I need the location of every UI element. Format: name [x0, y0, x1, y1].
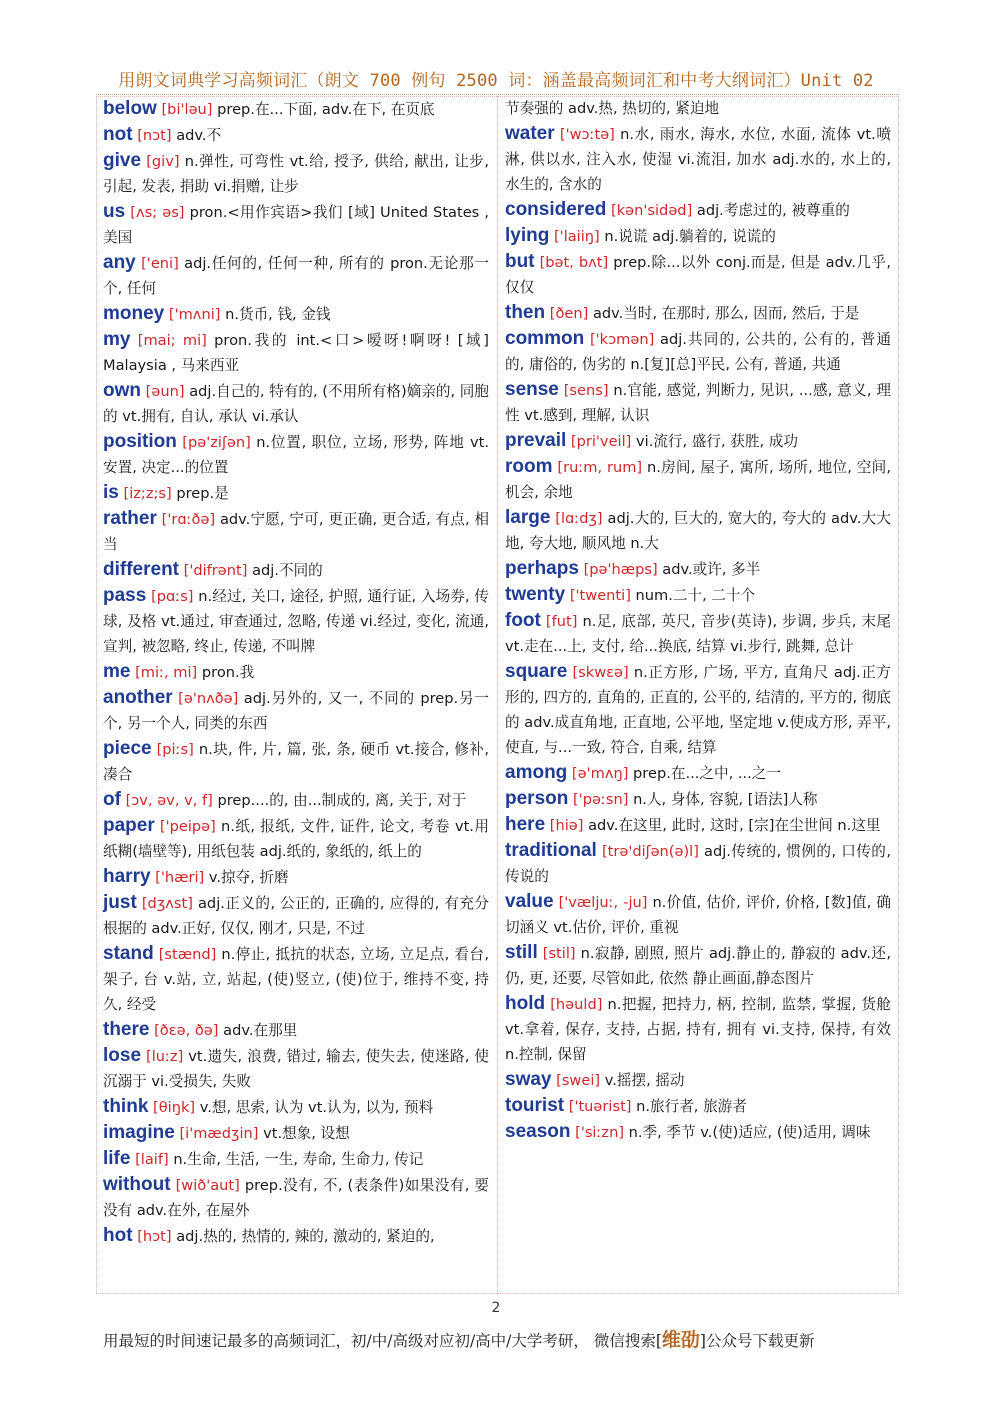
- entry-phonetic: [skwɛə]: [572, 664, 629, 681]
- vocab-entry: [103, 557, 489, 583]
- entry-definition: pron.我的 int.<口>嗳呀!啊呀! [域] Malaysia , 马来西亚: [103, 332, 489, 374]
- entry-definition: adj.考虑过的, 被尊重的: [696, 202, 850, 219]
- entry-definition: vi.流行, 盛行, 获胜, 成功: [636, 433, 798, 450]
- entry-definition: adj.大的, 巨大的, 宽大的, 夸大的 adv.大大地, 夸大地, 顺风地 n.大: [505, 510, 892, 552]
- vocab-entry: [505, 940, 891, 991]
- entry-phonetic: [bət, bʌt]: [539, 254, 609, 271]
- entry-word: water: [505, 123, 555, 144]
- entry-phonetic: ['mʌni]: [168, 306, 221, 323]
- entry-definition: prep.在...之中, ...之一: [633, 765, 781, 782]
- entry-phonetic: ['wɔːtə]: [559, 126, 615, 143]
- entry-word: still: [505, 942, 538, 963]
- vocab-entry: [505, 1093, 891, 1119]
- entry-phonetic: [stil]: [542, 945, 576, 962]
- entry-phonetic: [wið'aut]: [175, 1177, 240, 1194]
- entry-phonetic: [stænd]: [158, 946, 217, 963]
- entry-definition: adj.任何的, 任何一种, 所有的 pron.无论那一个, 任何: [103, 255, 490, 297]
- entry-word: large: [505, 507, 551, 528]
- entry-phonetic: [trə'diʃən(ə)l]: [601, 843, 699, 860]
- entry-phonetic: [mai; mi]: [137, 332, 207, 349]
- entry-definition: pron.<用作宾语>我们 [域] United States , 美国: [103, 204, 490, 246]
- entry-phonetic: [ɔv, əv, v, f]: [125, 792, 213, 809]
- entry-phonetic: ['hæri]: [155, 869, 205, 886]
- entry-definition: n.把握, 把持力, 柄, 控制, 监禁, 掌握, 货舱 vt.拿着, 保存, 支持, 占据, 持有, 拥有 vi.支持, 保持, 有效 n.控制, 保留: [505, 996, 892, 1063]
- entry-phonetic: [θiŋk]: [153, 1099, 196, 1116]
- vocab-entry: [505, 326, 891, 377]
- vocab-entry: [103, 864, 489, 890]
- vocab-entry: [505, 786, 891, 812]
- entry-word: give: [103, 150, 142, 171]
- vocab-entry: [505, 1119, 891, 1145]
- entry-definition: pron.我: [201, 664, 255, 681]
- vocab-entry: [103, 1094, 489, 1120]
- vocab-entry: [505, 249, 891, 300]
- entry-word: hold: [505, 993, 546, 1014]
- entry-phonetic: ['twenti]: [569, 587, 631, 604]
- entry-phonetic: [ə'nʌðə]: [178, 690, 239, 707]
- vocab-entry: [103, 327, 489, 378]
- vocab-entry: [103, 122, 489, 148]
- vocab-entry: [103, 787, 489, 813]
- vocab-entry: [505, 300, 891, 326]
- entry-word: piece: [103, 738, 152, 759]
- entry-phonetic: [ʌs; əs]: [130, 204, 185, 221]
- entry-word: another: [103, 687, 173, 708]
- entry-phonetic: [həuld]: [550, 996, 603, 1013]
- vocab-entry: [103, 199, 489, 250]
- entry-word: foot: [505, 610, 541, 631]
- entry-word: sway: [505, 1069, 552, 1090]
- entry-definition: adj.正义的, 公正的, 正确的, 应得的, 有充分根据的 adv.正好, 仅仅, 刚才, 只是, 不过: [103, 895, 490, 937]
- entry-definition: adj.另外的, 又一, 不同的 prep.另一个, 另一个人, 同类的东西: [103, 690, 489, 732]
- entry-definition: n.房间, 屋子, 寓所, 场所, 地位, 空间, 机会, 余地: [505, 459, 892, 501]
- entry-word: perhaps: [505, 558, 579, 579]
- entry-phonetic: [luːz]: [146, 1048, 184, 1065]
- entry-definition: v.摇摆, 摇动: [604, 1072, 685, 1089]
- vocab-entry: [505, 197, 891, 223]
- entry-word: money: [103, 303, 165, 324]
- vocab-entry: [103, 1043, 489, 1094]
- entry-word: common: [505, 328, 585, 349]
- right-column: [505, 96, 891, 1145]
- entry-word: square: [505, 661, 568, 682]
- entry-word: traditional: [505, 840, 597, 861]
- entry-word: is: [103, 482, 119, 503]
- entry-phonetic: ['kɔmən]: [589, 331, 655, 348]
- entry-phonetic: ['peipə]: [159, 818, 216, 835]
- entry-definition: n.官能, 感觉, 判断力, 见识, ...感, 意义, 理性 vt.感到, 理解, 认识: [505, 382, 891, 424]
- vocab-entry: [505, 812, 891, 838]
- entry-definition: adv.在这里, 此时, 这时, [宗]在尘世间 n.这里: [588, 817, 881, 834]
- entry-word: any: [103, 252, 136, 273]
- vocab-entry: [103, 685, 489, 736]
- entry-phonetic: [giv]: [146, 153, 180, 170]
- entry-word: of: [103, 789, 121, 810]
- entry-word: without: [103, 1174, 171, 1195]
- vocab-entry: [505, 760, 891, 786]
- entry-word: me: [103, 661, 131, 682]
- vocab-entry: [103, 506, 489, 557]
- entry-definition: adj.自己的, 特有的, (不用所有格)嫡亲的, 同胞的 vt.拥有, 自认, 承认 vi.承认: [103, 383, 490, 425]
- entry-word: person: [505, 788, 569, 809]
- vocab-entry: [103, 813, 489, 864]
- entry-definition: adv.在那里: [223, 1022, 298, 1039]
- vocab-entry: [505, 428, 891, 454]
- entry-phonetic: [pɑːs]: [151, 588, 194, 605]
- entry-phonetic: [əun]: [145, 383, 185, 400]
- entry-definition: 节奏强的 adv.热, 热切的, 紧迫地: [505, 100, 720, 117]
- entry-definition: n.弹性, 可弯性 vt.给, 授予, 供给, 献出, 让步, 引起, 发表, 捐助 vi.捐赠, 让步: [103, 153, 490, 195]
- entry-definition: n.季, 季节 v.(使)适应, (使)适用, 调味: [628, 1124, 871, 1141]
- entry-definition: n.寂静, 剧照, 照片 adj.静止的, 静寂的 adv.还, 仍, 更, 还要, 尽管如此, 依然 静止画面,静态图片: [505, 945, 892, 987]
- entry-word: prevail: [505, 430, 567, 451]
- vocab-entry: [103, 480, 489, 506]
- entry-definition: vt.遗失, 浪费, 错过, 输去, 使失去, 使迷路, 使沉溺于 vi.受损失, 失败: [103, 1048, 490, 1090]
- entry-definition: num.二十, 二十个: [635, 587, 756, 604]
- entry-definition: prep.在...下面, adv.在下, 在页底: [217, 101, 435, 118]
- footer-text: 用最短的时间速记最多的高频词汇，初/中/高级对应初/高中/大学考研， 微信搜索[: [103, 1332, 662, 1350]
- entry-definition: n.价值, 估价, 评价, 价格, [数]值, 确切涵义 vt.估价, 评价, 重视: [505, 894, 891, 936]
- vocab-entry: [505, 505, 891, 556]
- entry-phonetic: [nɔt]: [137, 127, 172, 144]
- vocab-entry: [103, 583, 489, 659]
- vocab-entry: [505, 454, 891, 505]
- entry-definition: adj.共同的, 公共的, 公有的, 普通的, 庸俗的, 伪劣的 n.[复][总]平民, 公有, 普通, 共通: [505, 331, 891, 373]
- entry-word: my: [103, 329, 131, 350]
- vocab-entry: [505, 991, 891, 1067]
- entry-definition: prep.没有, 不, (表条件)如果没有, 要没有 adv.在外, 在屋外: [103, 1177, 490, 1219]
- entry-word: think: [103, 1096, 149, 1117]
- vocab-entry: [103, 736, 489, 787]
- entry-phonetic: [bi'ləu]: [161, 101, 213, 118]
- entry-word: harry: [103, 866, 151, 887]
- entry-word: just: [103, 892, 137, 913]
- entry-word: lying: [505, 225, 550, 246]
- entry-definition: n.位置, 职位, 立场, 形势, 阵地 vt.安置, 决定...的位置: [103, 434, 489, 476]
- entry-phonetic: [piːs]: [156, 741, 194, 758]
- entry-phonetic: ['tuərist]: [568, 1098, 632, 1115]
- entry-definition: n.生命, 生活, 一生, 寿命, 生命力, 传记: [173, 1151, 424, 1168]
- entry-phonetic: [dʒʌst]: [141, 895, 193, 912]
- entry-phonetic: ['laiiŋ]: [553, 228, 600, 245]
- entry-definition: n.旅行者, 旅游者: [636, 1098, 747, 1115]
- entry-word: different: [103, 559, 179, 580]
- entry-phonetic: [fut]: [545, 613, 578, 630]
- vocab-entry: [505, 121, 891, 197]
- entry-word: tourist: [505, 1095, 565, 1116]
- vocab-entry: [505, 96, 891, 121]
- vocab-entry: [505, 659, 891, 760]
- entry-word: among: [505, 762, 568, 783]
- entry-phonetic: ['rɑːðə]: [161, 511, 216, 528]
- entry-phonetic: [pə'ziʃən]: [182, 434, 251, 451]
- entry-phonetic: ['væljuː, -ju]: [558, 894, 648, 911]
- entry-definition: adv.不: [176, 127, 222, 144]
- entry-phonetic: [hɔt]: [137, 1228, 172, 1245]
- vocab-entry: [103, 1172, 489, 1223]
- entry-definition: prep.是: [176, 485, 229, 502]
- entry-word: not: [103, 124, 133, 145]
- entry-phonetic: [laif]: [135, 1151, 169, 1168]
- entry-phonetic: [pri'veil]: [570, 433, 632, 450]
- entry-phonetic: [ðɛə, ðə]: [154, 1022, 219, 1039]
- entry-word: considered: [505, 199, 607, 220]
- vocab-entry: [505, 608, 891, 659]
- entry-word: here: [505, 814, 546, 835]
- vocab-entry: [505, 1067, 891, 1093]
- vocab-entry: [103, 1120, 489, 1146]
- vocab-entry: [103, 301, 489, 327]
- entry-definition: adj.热的, 热情的, 辣的, 激动的, 紧迫的,: [176, 1228, 435, 1245]
- entry-word: stand: [103, 943, 154, 964]
- entry-word: twenty: [505, 584, 566, 605]
- vocab-entry: [505, 889, 891, 940]
- vocab-entry: [103, 890, 489, 941]
- entry-word: hot: [103, 1225, 133, 1246]
- entry-definition: n.块, 件, 片, 篇, 张, 条, 硬币 vt.接合, 修补, 凑合: [103, 741, 489, 783]
- header-divider: [96, 94, 899, 95]
- entry-phonetic: [ðen]: [549, 305, 589, 322]
- entry-phonetic: ['eni]: [141, 255, 179, 272]
- entry-phonetic: [lɑːdʒ]: [555, 510, 603, 527]
- vocab-entry: [103, 250, 489, 301]
- entry-definition: n.人, 身体, 容貌, [语法]人称: [633, 791, 818, 808]
- entry-definition: v.想, 思索, 认为 vt.认为, 以为, 预料: [199, 1099, 434, 1116]
- entry-phonetic: [kən'sidəd]: [611, 202, 693, 219]
- entry-definition: adv.当时, 在那时, 那么, 因而, 然后, 于是: [592, 305, 860, 322]
- entry-definition: vt.想象, 设想: [263, 1125, 350, 1142]
- entry-definition: n.停止, 抵抗的状态, 立场, 立足点, 看台, 架子, 台 v.站, 立, 站起, (使)竖立, (使)位于, 维持不变, 持久, 经受: [103, 946, 490, 1013]
- entry-word: pass: [103, 585, 147, 606]
- entry-phonetic: [swei]: [556, 1072, 601, 1089]
- footer-brand: 维劭: [661, 1329, 700, 1351]
- entry-definition: adj.不同的: [252, 562, 323, 579]
- page-number: 2: [491, 1300, 501, 1316]
- entry-word: sense: [505, 379, 559, 400]
- vocab-entry: [103, 1146, 489, 1172]
- vocab-entry: [505, 556, 891, 582]
- entry-phonetic: [i'mædʒin]: [179, 1125, 259, 1142]
- vocab-entry: [103, 429, 489, 480]
- entry-word: there: [103, 1019, 150, 1040]
- entry-word: own: [103, 380, 141, 401]
- entry-definition: n.货币, 钱, 金钱: [225, 306, 331, 323]
- vocab-entry: [103, 659, 489, 685]
- entry-definition: prep....的, 由...制成的, 离, 关于, 对于: [217, 792, 467, 809]
- vocab-entry: [505, 838, 891, 889]
- entry-phonetic: ['siːzn]: [575, 1124, 625, 1141]
- entry-word: lose: [103, 1045, 142, 1066]
- entry-definition: n.正方形, 广场, 平方, 直角尺 adj.正方形的, 四方的, 直角的, 正直的, 公平的, 结清的, 平方的, 彻底的 adv.成直角地, 正直地, 公平地, 坚定地 v.使成方形, 弄平, 使直, 与...一致, 符合, 自乘, 结算: [505, 664, 892, 756]
- entry-word: us: [103, 201, 126, 222]
- entry-phonetic: [ə'mʌŋ]: [571, 765, 629, 782]
- entry-word: position: [103, 431, 177, 452]
- entry-definition: adv.宁愿, 宁可, 更正确, 更合适, 有点, 相当: [103, 511, 490, 553]
- entry-word: rather: [103, 508, 157, 529]
- entry-definition: prep.除...以外 conj.而是, 但是 adv.几乎, 仅仅: [505, 254, 891, 296]
- entry-phonetic: [ruːm, rum]: [557, 459, 643, 476]
- entry-phonetic: [miː, mi]: [135, 664, 198, 681]
- entry-definition: n.水, 雨水, 海水, 水位, 水面, 流体 vt.喷淋, 供以水, 注入水, 使湿 vi.流泪, 加水 adj.水的, 水上的, 水生的, 含水的: [505, 126, 892, 193]
- entry-word: imagine: [103, 1122, 175, 1143]
- vocab-entry: [103, 1223, 489, 1249]
- entry-phonetic: [iz;z;s]: [123, 485, 172, 502]
- entry-phonetic: ['difrənt]: [183, 562, 248, 579]
- entry-phonetic: [pə'hæps]: [583, 561, 658, 578]
- vocab-entry: [505, 377, 891, 428]
- entry-definition: adv.或许, 多半: [662, 561, 761, 578]
- entry-phonetic: [sens]: [563, 382, 609, 399]
- footer-suffix: ]公众号下载更新: [699, 1332, 815, 1350]
- entry-word: room: [505, 456, 553, 477]
- column-divider: [497, 96, 498, 1294]
- entry-definition: n.经过, 关口, 途径, 护照, 通行证, 入场券, 传球, 及格 vt.通过, 审查通过, 忽略, 传递 vi.经过, 变化, 流通, 宣判, 被忽略, 终止, 传递, 不叫牌: [103, 588, 489, 655]
- entry-word: life: [103, 1148, 131, 1169]
- entry-definition: n.足, 底部, 英尺, 音步(英诗), 步调, 步兵, 末尾 vt.走在...上, 支付, 给...换底, 结算 vi.步行, 跳舞, 总计: [505, 613, 892, 655]
- entry-word: below: [103, 98, 157, 119]
- vocab-entry: [103, 96, 489, 122]
- vocab-entry: [505, 582, 891, 608]
- entry-phonetic: ['pəːsn]: [573, 791, 629, 808]
- vocab-entry: [103, 378, 489, 429]
- left-column: [103, 96, 489, 1249]
- page-footer: [103, 1325, 893, 1352]
- entry-definition: adj.传统的, 惯例的, 口传的, 传说的: [505, 843, 892, 885]
- entry-word: season: [505, 1121, 571, 1142]
- vocab-entry: [103, 1017, 489, 1043]
- vocab-entry: [505, 223, 891, 249]
- vocab-entry: [103, 941, 489, 1017]
- entry-word: value: [505, 891, 554, 912]
- entry-word: then: [505, 302, 546, 323]
- entry-word: but: [505, 251, 535, 272]
- entry-definition: v.掠夺, 折磨: [208, 869, 289, 886]
- entry-word: paper: [103, 815, 155, 836]
- vocab-entry: [103, 148, 489, 199]
- entry-phonetic: [hiə]: [549, 817, 584, 834]
- page-header: 用朗文词典学习高频词汇（朗文 700 例句 2500 词：涵盖最高频词汇和中考大纲词汇）Unit 02: [118, 71, 874, 91]
- entry-definition: n.说谎 adj.躺着的, 说谎的: [604, 228, 776, 245]
- entry-definition: n.纸, 报纸, 文件, 证件, 论文, 考卷 vt.用纸糊(墙壁等), 用纸包装 adj.纸的, 象纸的, 纸上的: [103, 818, 490, 860]
